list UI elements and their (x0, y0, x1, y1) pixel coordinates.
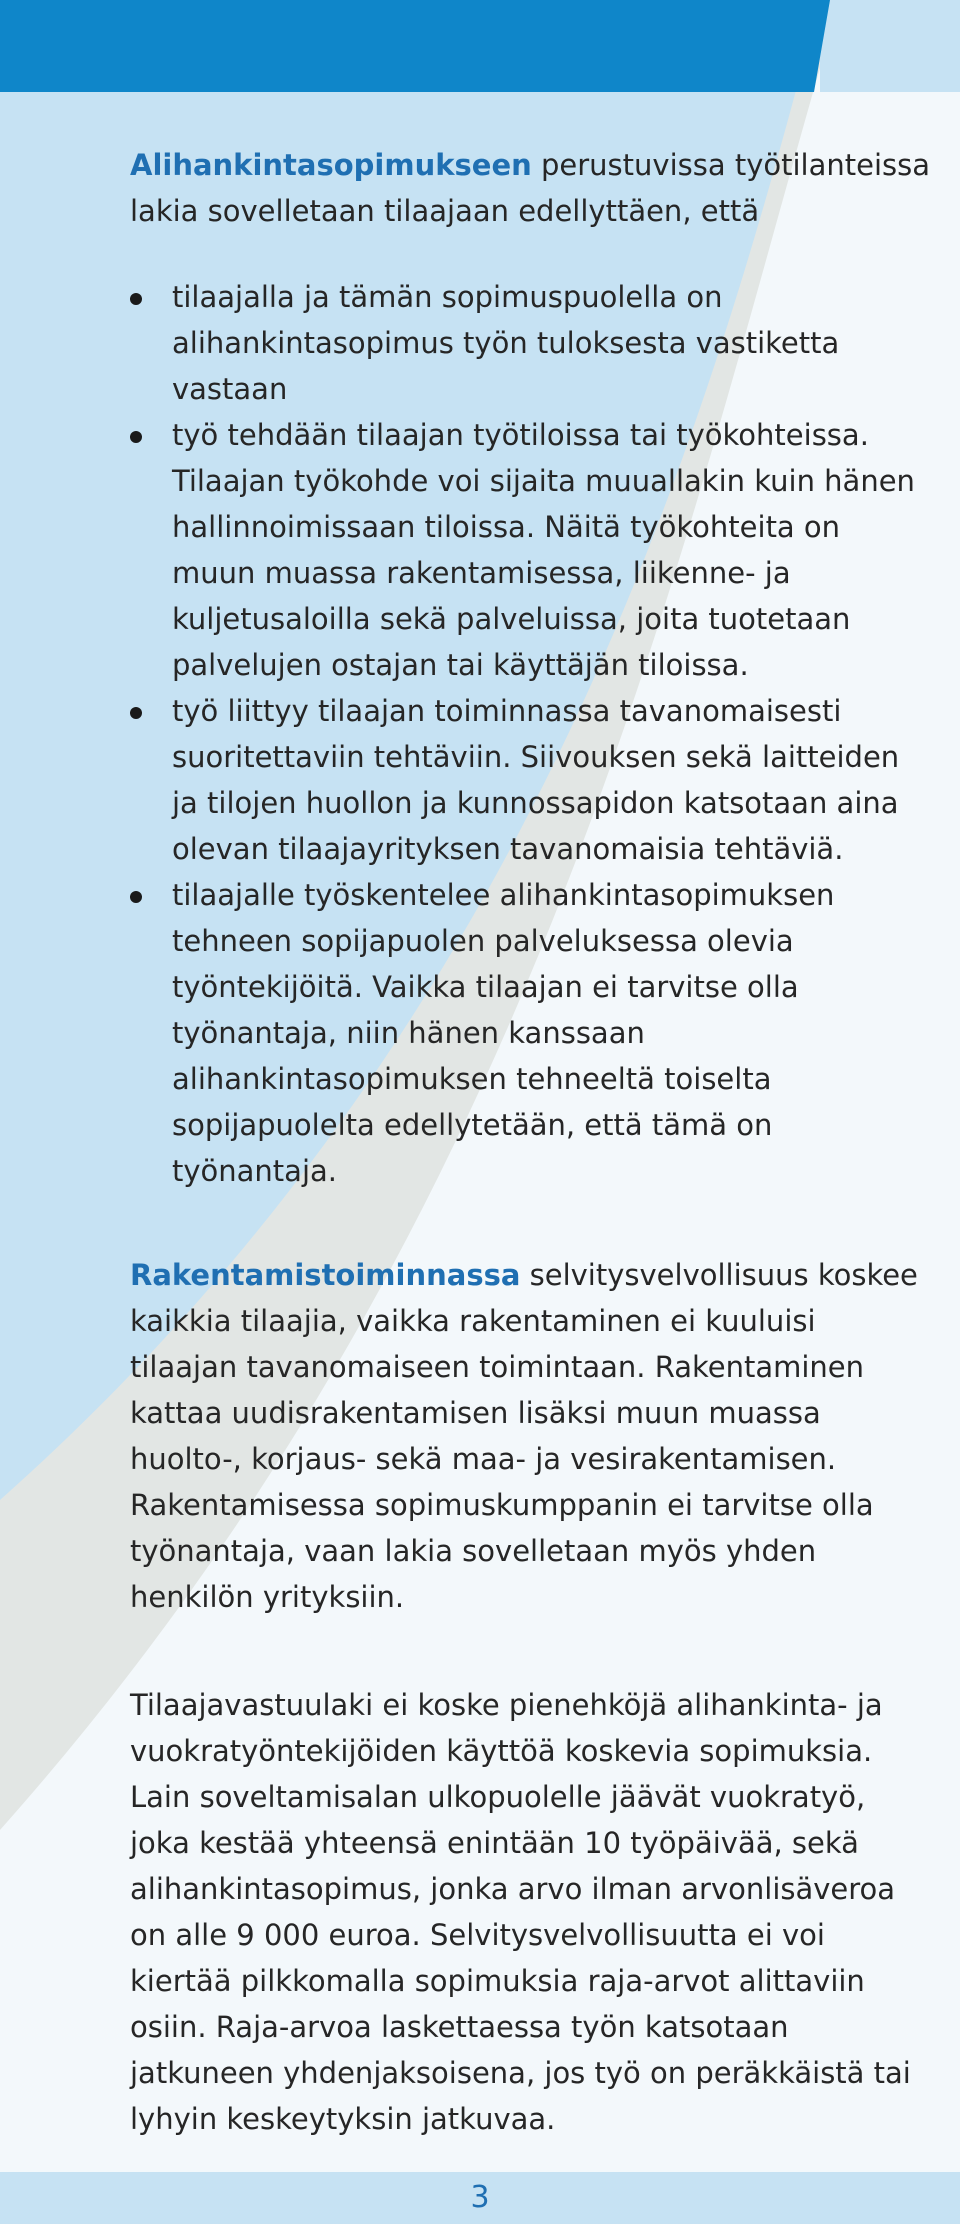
list-item (130, 274, 930, 412)
construction-text: selvitysvelvollisuus koskee kaikkia tilaajia, vaikka rakentaminen ei kuuluisi tilaajan tavanomaiseen toimintaan. Rakentaminen kattaa uudisrakentamisen lisäksi muun muassa huolto-, korjaus- sekä maa- ja vesirakentamisen. Rakentamisessa sopimuskumppanin ei tarvitse olla työnantaja, vaan lakia sovelletaan myös yhden henkilön yrityksiin. (130, 1258, 918, 1614)
list-item-text: tilaajalla ja tämän sopimuspuolella on alihankintasopimus työn tuloksesta vastiketta vastaan (172, 280, 840, 406)
list-item-text: työ liittyy tilaajan toiminnassa tavanomaisesti suoritettaviin tehtäviin. Siivouksen sekä laitteiden ja tilojen huollon ja kunnossapidon katsotaan aina olevan tilaajayrityksen tavanomaisia tehtäviä. (172, 694, 900, 866)
intro-text: perustuvissa työtilanteissa lakia sovelletaan tilaajaan edellyttäen, että (130, 148, 931, 228)
lead-term-rakentaminen: Rakentamistoiminnassa (130, 1258, 521, 1292)
thresholds-paragraph: Tilaajavastuulaki ei koske pienehköjä alihankinta- ja vuokratyöntekijöiden käyttöä koskevia sopimuksia. Lain soveltamisalan ulkopuolelle jäävät vuokratyö, joka kestää yhteensä enintään 10 työpäivää, sekä alihankintasopimus, jonka arvo ilman arvonlisäveroa on alle 9 000 euroa. Selvitysvelvollisuutta ei voi kiertää pilkkomalla sopimuksia raja-arvot alittaviin osiin. Raja-arvoa laskettaessa työn katsotaan jatkuneen yhdenjaksoisena, jos työ on peräkkäistä tai lyhyin keskeytyksin jatkuvaa. (130, 1688, 911, 2136)
list-item (130, 872, 930, 1194)
list-item-text: työ tehdään tilaajan työtiloissa tai työkohteissa. Tilaajan työkohde voi sijaita muuallakin kuin hänen hallinnoimissaan tiloissa. Näitä työkohteita on muun muassa rakentamisessa, liikenne- ja kuljetusaloilla sekä palveluissa, joita tuotetaan palvelujen ostajan tai käyttäjän tiloissa. (172, 418, 915, 682)
top-right-light-strip (820, 0, 960, 92)
intro-paragraph (130, 142, 930, 234)
document-body (130, 142, 930, 2142)
list-item (130, 412, 930, 688)
construction-paragraph (130, 1252, 930, 1620)
bullet-icon (130, 431, 142, 443)
bullet-icon (130, 293, 142, 305)
list-item-text: tilaajalle työskentelee alihankintasopimuksen tehneen sopijapuolen palveluksessa olevia työntekijöitä. Vaikka tilaajan ei tarvitse olla työnantaja, niin hänen kanssaan alihankintasopimuksen tehneeltä toiselta sopijapuolelta edellytetään, että tämä on työnantaja. (172, 878, 835, 1188)
bullet-icon (130, 707, 142, 719)
bullet-icon (130, 891, 142, 903)
list-item (130, 688, 930, 872)
lead-term-alihankinta: Alihankintasopimukseen (130, 148, 532, 182)
conditions-list (130, 274, 930, 1194)
top-band (0, 0, 830, 92)
page-number: 3 (470, 2180, 490, 2215)
